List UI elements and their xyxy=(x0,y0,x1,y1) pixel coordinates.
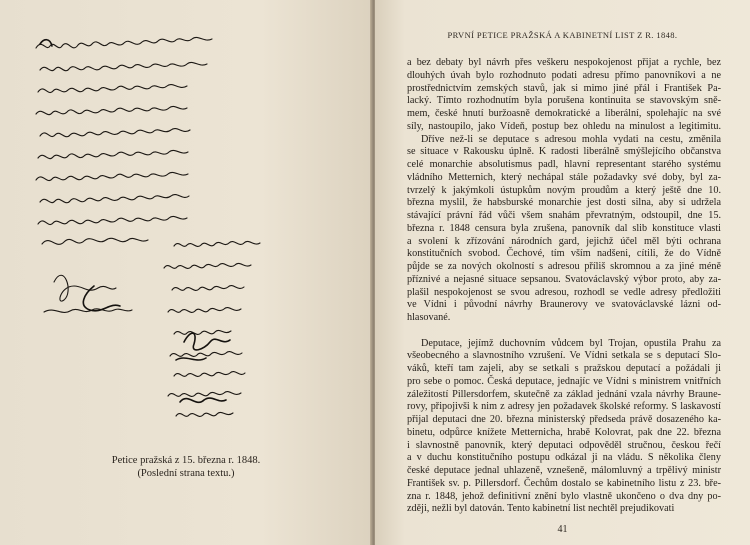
right-page xyxy=(375,0,750,545)
text-line: a v duchu konstitučního postupu odkázal ji na vládu. S několika členy xyxy=(407,452,721,464)
text-line: se situace v Rakousku úplně. K radosti liberálně smýšlejícího občanstva xyxy=(407,146,721,158)
text-line: konstitučních svobod. Čechové, tím vším nadšeni, cítili, že do Vídně xyxy=(407,248,721,260)
text-line: Deputace, jejímž duchovním vůdcem byl Trojan, opustila Prahu za xyxy=(421,337,721,349)
text-line: března myslil, že habsburské monarchie jest dosti silna, aby si udržela xyxy=(407,197,721,209)
text-line: března r. 1848 censura byla zrušena, panovník dal slib konstituce vlasti xyxy=(407,222,721,234)
text-line: ve Vídni i původní návrhy Braunerovy ve svatováclavské lázni od- xyxy=(407,299,721,311)
text-line: váků, kteří tam zajeli, aby se setkali s pražskou deputací a požádali ji xyxy=(407,363,721,374)
text-line: síly, nastoupilo, jako Vídeň, postup bez ohledu na minulost a legitimitu. xyxy=(407,120,721,132)
text-line: celé monarchie absolutismus padl, hlavní representant starého systému xyxy=(407,159,721,170)
text-line: hlasované. xyxy=(407,312,451,323)
text-line: příznivé a nejasné situace sepsanou. Svatováclavský výbor proto, aby za- xyxy=(407,273,721,285)
text-line: české deputace jednal uhlazeně, vznešeně, málomluvný a trpělivý ministr xyxy=(407,465,721,476)
text-line: záležitostí Pillersdorfem, skutečně za základ jednání vzala návrhy Braune- xyxy=(407,388,721,400)
paragraph-break xyxy=(407,325,721,338)
text-line: a bez debaty byl návrh přes veškeru nespokojenost přijat a rychle, bez xyxy=(407,57,721,68)
text-line: přijal deputaci dne 20. března ministerský předseda právě dosazeného ka- xyxy=(407,414,721,425)
caption-line-2: (Poslední strana textu.) xyxy=(137,468,235,479)
text-line: i slavnostně panovník, který deputaci odpověděl stručnou, českou řečí xyxy=(407,439,721,451)
running-head: PRVNÍ PETICE PRAŽSKÁ A KABINETNÍ LIST Z R. 1848. xyxy=(447,30,678,40)
left-page xyxy=(0,0,372,545)
body-text xyxy=(407,57,721,515)
text-line: zna r. 1848, jehož definitivní znění bylo vlastně ukončeno o dva dny po- xyxy=(407,490,721,502)
text-line: a svolení k zřízování národních gard, jejichž účel měl býti ochrana xyxy=(407,235,721,247)
caption-line-1: Petice pražská z 15. března r. 1848. xyxy=(111,455,261,466)
figure-caption xyxy=(0,454,372,480)
text-line: zději, nežli byl datován. Tento kabinetní list nechtěl prejudikovati xyxy=(407,503,675,515)
text-line: tvrzelý k jakýmkoli ústupkům novým proudům a který ještě dne 10. xyxy=(407,184,721,196)
text-line: pro sebe o pomoc. Česká deputace, jednajíc ve Vídni s ministrem vnitřních xyxy=(407,375,721,387)
text-line: Dříve než-li se deputace s adresou mohla vydati na cestu, změnila xyxy=(421,133,721,145)
text-line: František sv. p. Pillersdorf. Čechům dostalo se kabinetního listu z 23. bře- xyxy=(407,477,721,489)
page-number: 41 xyxy=(557,524,568,535)
text-line: lacký. Tímto rozhodnutím byla porušena kontinuita se stavovským sně- xyxy=(407,95,721,107)
text-line: půjde se za nových okolností s adresou příliš skromnou a za jiné méně xyxy=(407,261,721,272)
text-line: prostřednictvím zemských stavů, jak si mimo jiné přál i František Pa- xyxy=(407,82,721,94)
text-line: binetu, odpůrce knížete Metternicha, hrabě Kolovrat, pak dne 22. března xyxy=(407,426,721,438)
text-line: mem, české hnutí buržoasně demokratické a liberální, spolehajíc na své xyxy=(407,108,721,119)
text-line: vládního Metternich, který nechápal stále požadavky své doby, byl za- xyxy=(407,171,721,183)
text-line: rovy, připojivši k nim z adresy jen požadavek školské reformy. S laskavostí xyxy=(407,401,721,413)
handwritten-petition-facsimile xyxy=(24,30,324,430)
text-line: stávající právní řád vůči všem snahám převratným, odstoupil, dne 15. xyxy=(407,210,721,221)
text-line: všeobecného a slavnostního vzrušení. Ve Vídni setkala se s deputací Slo- xyxy=(407,350,721,362)
text-line: plašil nespokojenost se svou adresou, rozhodl se vedle adresy předložiti xyxy=(407,286,721,298)
text-line: dlouhých úvah bylo rozhodnuto podati adresu přímo panovníkovi a ne xyxy=(407,69,721,81)
